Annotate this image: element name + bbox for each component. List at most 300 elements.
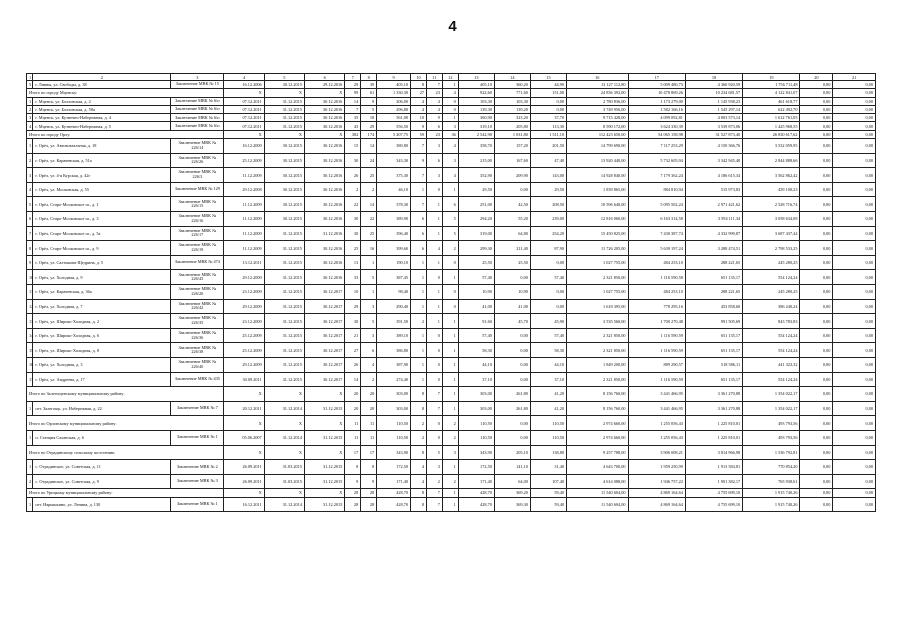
value-cell: 41,00 <box>494 299 530 314</box>
value-cell: 31 527 873,40 <box>685 130 742 138</box>
value-cell: 770 854,20 <box>743 460 800 475</box>
mvk-conclusion-cell: Заключение МВК № 1 <box>171 430 224 445</box>
value-cell: X <box>224 445 264 460</box>
value-cell: 3 532 059,95 <box>743 139 800 154</box>
value-cell: 30.12.2016 <box>305 255 345 270</box>
value-cell: 31.12.2015 <box>305 497 345 512</box>
value-cell: 5 <box>361 314 377 329</box>
value-cell: 44,90 <box>530 81 566 89</box>
value-cell: 0,00 <box>800 328 833 343</box>
value-cell: 87,90 <box>530 241 566 256</box>
value-cell: 343,90 <box>377 445 411 460</box>
value-cell: 57,40 <box>530 270 566 285</box>
table-row <box>27 241 876 256</box>
value-cell: 6 <box>411 212 427 227</box>
value-cell: X <box>264 445 304 460</box>
value-cell: 11 726 205,00 <box>567 241 629 256</box>
value-cell: 1 <box>361 285 377 300</box>
column-number-cell: 18 <box>685 74 742 81</box>
value-cell: 386,80 <box>377 343 411 358</box>
value-cell: 0 <box>426 343 442 358</box>
value-cell: X <box>264 387 304 402</box>
value-cell: 0,00 <box>494 270 530 285</box>
value-cell: 9 257 788,00 <box>567 445 629 460</box>
value-cell: 2 321 850,00 <box>567 328 629 343</box>
value-cell: 3 906 008,21 <box>628 445 685 460</box>
value-cell: 1 <box>426 255 442 270</box>
column-number-cell: 1 <box>27 74 33 81</box>
value-cell: 0,00 <box>833 416 876 431</box>
mvk-conclusion-cell: Заключение МВК № 226/16 <box>171 212 224 227</box>
mvk-conclusion-cell: Заключение МВК № 3 <box>171 474 224 489</box>
value-cell: 43 <box>345 122 361 130</box>
value-cell: 20 <box>345 401 361 416</box>
subtotal-label-cell: Итого по городу Орлу: <box>27 130 224 138</box>
value-cell: 0,00 <box>800 497 833 512</box>
value-cell: 1 <box>442 314 458 329</box>
value-cell: 211,40 <box>494 241 530 256</box>
value-cell: 57,40 <box>458 328 494 343</box>
value-cell: 26.09.2011 <box>224 474 264 489</box>
value-cell: 771,60 <box>494 89 530 97</box>
value-cell: 9 <box>411 122 427 130</box>
value-cell: 0,00 <box>833 489 876 497</box>
value-cell: 0,00 <box>800 343 833 358</box>
value-cell: 10 234 681,57 <box>685 89 742 97</box>
address-cell: г. Орёл, Старо-Московское ш., д. 5а <box>33 226 171 241</box>
value-cell: 4 332 999,87 <box>685 226 742 241</box>
table-row <box>27 460 876 475</box>
column-number-cell: 9 <box>377 74 411 81</box>
row-number-cell: 1 <box>27 460 33 475</box>
value-cell: 14 928 840,00 <box>567 168 629 183</box>
value-cell: 10,90 <box>494 285 530 300</box>
mvk-conclusion-cell: Заключение МВК № 15 <box>171 81 224 89</box>
address-cell: г. Мценск, ул. Болховская, д. 58а <box>33 105 171 113</box>
value-cell: 0 <box>426 328 442 343</box>
value-cell: 11.12.2009 <box>224 241 264 256</box>
housing-relocation-table <box>26 73 876 512</box>
value-cell: 2 <box>411 430 427 445</box>
value-cell: 11.12.2009 <box>224 168 264 183</box>
value-cell: 0 <box>426 416 442 431</box>
value-cell: 405,10 <box>377 81 411 89</box>
value-cell: 31.12.2015 <box>264 241 304 256</box>
value-cell: 31.12.2015 <box>264 357 304 372</box>
value-cell: 0,00 <box>833 328 876 343</box>
value-cell: 39 <box>361 81 377 89</box>
value-cell: 35 <box>345 114 361 122</box>
value-cell: 1 <box>426 212 442 227</box>
value-cell: 12 816 060,00 <box>567 212 629 227</box>
value-cell: 296,80 <box>377 105 411 113</box>
value-cell: 172,50 <box>458 460 494 475</box>
table-row <box>27 401 876 416</box>
value-cell: 3 <box>442 445 458 460</box>
value-cell: 2 974 660,00 <box>567 430 629 445</box>
value-cell: 30.12.2015 <box>264 168 304 183</box>
value-cell: 1 116 590,59 <box>628 328 685 343</box>
value-cell: 0,00 <box>800 474 833 489</box>
value-cell: 2 <box>345 182 361 197</box>
value-cell: 9 <box>345 474 361 489</box>
value-cell: 1 255 056,43 <box>628 430 685 445</box>
value-cell: 14 <box>361 139 377 154</box>
value-cell: 30 <box>345 314 361 329</box>
address-cell: г. Мценск, ул. Кузнечно-Набережная, д. 4 <box>33 114 171 122</box>
address-cell: г. Орёл, ул. Салтыкова-Щедрина, д. 5 <box>33 255 171 270</box>
value-cell: 0,00 <box>494 357 530 372</box>
value-cell: 2 528 716,74 <box>743 197 800 212</box>
value-cell: 274,40 <box>377 372 411 387</box>
value-cell: 1 <box>411 299 427 314</box>
row-number-cell: 2 <box>27 474 33 489</box>
value-cell: 251,00 <box>458 197 494 212</box>
value-cell: 651 135,17 <box>685 270 742 285</box>
value-cell: 58,30 <box>530 343 566 358</box>
value-cell: 23 <box>426 130 442 138</box>
value-cell: 8 156 760,00 <box>567 401 629 416</box>
value-cell: 215,00 <box>458 153 494 168</box>
value-cell: 25.12.2009 <box>224 343 264 358</box>
value-cell: 0 <box>426 270 442 285</box>
value-cell: 151,00 <box>530 89 566 97</box>
value-cell: 343,30 <box>377 153 411 168</box>
value-cell: 1 116 590,59 <box>628 372 685 387</box>
value-cell: 2 <box>361 372 377 387</box>
value-cell: 0,00 <box>800 97 833 105</box>
value-cell: 0 <box>442 285 458 300</box>
value-cell: 1 <box>411 182 427 197</box>
value-cell: 30.12.2016 <box>305 182 345 197</box>
value-cell: 4 643 700,00 <box>567 460 629 475</box>
value-cell: 07.12.2011 <box>224 114 264 122</box>
value-cell: 428,70 <box>377 497 411 512</box>
value-cell: 4 869 164,64 <box>628 497 685 512</box>
mvk-conclusion-cell: Заключение МВК № 226/43 <box>171 270 224 285</box>
value-cell: 7 <box>411 139 427 154</box>
value-cell: 2 <box>411 416 427 431</box>
value-cell: 0 <box>442 255 458 270</box>
address-cell: с. Отрадинское, ул. Советская, д. 11 <box>33 460 171 475</box>
value-cell: 1 901 382,17 <box>685 474 742 489</box>
value-cell: 98,40 <box>377 285 411 300</box>
value-cell: 389,90 <box>377 212 411 227</box>
value-cell: 3 361 270,88 <box>685 387 742 402</box>
value-cell: 5 732 605,94 <box>628 153 685 168</box>
value-cell: 554 124,24 <box>743 372 800 387</box>
value-cell: 4 755 699,10 <box>685 497 742 512</box>
value-cell: 61 <box>361 89 377 97</box>
column-number-cell: 4 <box>224 74 264 81</box>
value-cell: 0,00 <box>800 270 833 285</box>
value-cell: 33 <box>345 270 361 285</box>
row-number-cell: 13 <box>27 314 33 329</box>
value-cell: 2 <box>411 314 427 329</box>
value-cell: 3 814 966,98 <box>685 445 742 460</box>
value-cell: 1 618 395,00 <box>567 299 629 314</box>
value-cell: 4 <box>426 97 442 105</box>
value-cell: 303,00 <box>458 387 494 402</box>
value-cell: 30.12.2017 <box>305 314 345 329</box>
value-cell: 0,00 <box>800 460 833 475</box>
value-cell: 428,70 <box>458 489 494 497</box>
value-cell: 765 938,61 <box>743 474 800 489</box>
value-cell: 1 255 056,43 <box>628 416 685 431</box>
table-row <box>27 97 876 105</box>
value-cell: 64,80 <box>494 226 530 241</box>
value-cell: 0,00 <box>800 122 833 130</box>
value-cell: 2 844 888,66 <box>743 153 800 168</box>
value-cell: 59,40 <box>530 489 566 497</box>
address-cell: г. Орёл, Старо-Московское ш., д. 9 <box>33 241 171 256</box>
value-cell: 1 700 270,48 <box>628 314 685 329</box>
value-cell: 7 <box>411 168 427 183</box>
value-cell: 0,00 <box>833 401 876 416</box>
value-cell: 172,50 <box>377 460 411 475</box>
value-cell: 2 <box>442 474 458 489</box>
value-cell: 2 321 850,00 <box>567 372 629 387</box>
value-cell: 30.12.2016 <box>305 105 345 113</box>
value-cell: 30.12.2017 <box>305 299 345 314</box>
value-cell: 36 <box>442 130 458 138</box>
value-cell: 0,00 <box>800 105 833 113</box>
value-cell: 11 <box>345 416 361 431</box>
value-cell: 24 836 392,00 <box>567 89 629 97</box>
mvk-conclusion-cell: Заключение МВК № 435 <box>171 372 224 387</box>
value-cell: 28 <box>361 497 377 512</box>
value-cell: 30.12.2017 <box>305 357 345 372</box>
value-cell: 8 <box>411 81 427 89</box>
value-cell: 358,70 <box>458 139 494 154</box>
mvk-conclusion-cell: Заключение МВК № 2 <box>171 460 224 475</box>
value-cell: 13 920 440,00 <box>567 153 629 168</box>
value-cell: 3 058 634,08 <box>743 212 800 227</box>
value-cell: 0,00 <box>833 105 876 113</box>
value-cell: 3 749 956,00 <box>567 105 629 113</box>
value-cell: 0,00 <box>833 226 876 241</box>
value-cell: 0,00 <box>800 285 833 300</box>
value-cell: 3 <box>361 328 377 343</box>
value-cell: 31.12.2015 <box>305 430 345 445</box>
value-cell: 303,00 <box>458 401 494 416</box>
value-cell: 1 <box>411 372 427 387</box>
value-cell: 0,00 <box>494 182 530 197</box>
value-cell: 18 <box>361 114 377 122</box>
table-row <box>27 197 876 212</box>
table-row <box>27 328 876 343</box>
value-cell: 57,40 <box>458 270 494 285</box>
value-cell: 0,00 <box>833 270 876 285</box>
value-cell: X <box>264 489 304 497</box>
value-cell: 8 <box>345 460 361 475</box>
value-cell: 1 <box>442 182 458 197</box>
value-cell: 1 <box>442 401 458 416</box>
value-cell: 30.12.2015 <box>264 197 304 212</box>
mvk-conclusion-cell: Заключение МВК № 6/п <box>171 122 224 130</box>
value-cell: 0,00 <box>833 474 876 489</box>
value-cell: 360,20 <box>494 81 530 89</box>
value-cell: 190,10 <box>377 255 411 270</box>
value-cell: 10 <box>345 285 361 300</box>
value-cell: 4 360 920,59 <box>685 81 742 89</box>
value-cell: 0,00 <box>800 416 833 431</box>
value-cell: 31.12.2015 <box>264 114 304 122</box>
value-cell: 2 321 850,00 <box>567 343 629 358</box>
value-cell: 30.09.2011 <box>224 372 264 387</box>
value-cell: 0,00 <box>833 122 876 130</box>
value-cell: 10 478 869,26 <box>628 89 685 97</box>
value-cell: 0,00 <box>800 489 833 497</box>
column-number-cell: 6 <box>305 74 345 81</box>
value-cell: 428,70 <box>377 489 411 497</box>
value-cell: 0 <box>442 105 458 113</box>
value-cell: 1 915 740,26 <box>743 497 800 512</box>
value-cell: 0,00 <box>800 241 833 256</box>
value-cell: 0,00 <box>800 81 833 89</box>
value-cell: 110,50 <box>458 430 494 445</box>
value-cell: 2 <box>442 416 458 431</box>
value-cell: 556,50 <box>377 122 411 130</box>
value-cell: 30.12.2016 <box>305 122 345 130</box>
value-cell: 8 <box>411 445 427 460</box>
row-number-cell: 3 <box>27 168 33 183</box>
value-cell: 303,00 <box>377 401 411 416</box>
value-cell: 294,20 <box>458 212 494 227</box>
subtotal-row <box>27 416 876 431</box>
value-cell: 26 <box>345 357 361 372</box>
address-cell: г. Орёл, ул. Карачевская, д. 51а <box>33 153 171 168</box>
value-cell: 3 <box>426 460 442 475</box>
value-cell: 13 <box>345 255 361 270</box>
value-cell: 0,00 <box>833 197 876 212</box>
table-body <box>27 74 876 512</box>
row-number-cell: 4 <box>27 182 33 197</box>
value-cell: 493 793,56 <box>743 416 800 431</box>
value-cell: 112 423 650,00 <box>567 130 629 138</box>
value-cell: 378,30 <box>377 197 411 212</box>
value-cell: 8 <box>411 401 427 416</box>
value-cell: 0,00 <box>833 255 876 270</box>
address-cell: г. Ливны, ул. Свободы, д. 38 <box>33 81 171 89</box>
value-cell: 1 545 297,14 <box>685 105 742 113</box>
mvk-conclusion-cell: Заключение МВК № 226/3 <box>171 168 224 183</box>
value-cell: 0,00 <box>800 255 833 270</box>
value-cell: 29.12.2008 <box>224 182 264 197</box>
value-cell: 41,00 <box>458 299 494 314</box>
page-number: 4 <box>448 18 457 35</box>
value-cell: 201,50 <box>530 139 566 154</box>
value-cell: 0,00 <box>833 314 876 329</box>
value-cell: 391,50 <box>377 314 411 329</box>
value-cell: 0,00 <box>833 387 876 402</box>
value-cell: X <box>264 89 304 97</box>
value-cell: 4 186 615,34 <box>685 168 742 183</box>
value-cell: 57,40 <box>530 328 566 343</box>
value-cell: 4 <box>411 460 427 475</box>
value-cell: 42,50 <box>494 197 530 212</box>
value-cell: 0,00 <box>833 430 876 445</box>
value-cell: 07.12.2011 <box>224 105 264 113</box>
value-cell: 0,00 <box>833 153 876 168</box>
value-cell: 453 858,60 <box>685 299 742 314</box>
value-cell: 31.12.2014 <box>264 401 304 416</box>
value-cell: 1 <box>411 255 427 270</box>
value-cell: 30.12.2017 <box>305 372 345 387</box>
value-cell: 0,00 <box>800 299 833 314</box>
value-cell: 518 586,11 <box>685 357 742 372</box>
value-cell: 0 <box>442 299 458 314</box>
value-cell: 0,00 <box>800 314 833 329</box>
value-cell: 26.09.2011 <box>224 460 264 475</box>
value-cell: 2 <box>442 241 458 256</box>
mvk-conclusion-cell: Заключение МВК № 226/15 <box>171 197 224 212</box>
value-cell: 11.12.2009 <box>224 212 264 227</box>
value-cell: 31.12.2016 <box>305 226 345 241</box>
value-cell: 31.12.2015 <box>264 285 304 300</box>
subtotal-label-cell: Итого по городу Мценску: <box>27 89 224 97</box>
value-cell: 6 <box>442 197 458 212</box>
address-cell: г. Орёл, ул. Андреева, д. 17 <box>33 372 171 387</box>
value-cell: 171,40 <box>458 474 494 489</box>
value-cell: 17 <box>345 445 361 460</box>
mvk-conclusion-cell: Заключение МВК № 226/26 <box>171 153 224 168</box>
value-cell: 1 027 755,00 <box>567 285 629 300</box>
value-cell: 0,00 <box>800 212 833 227</box>
value-cell: 208,50 <box>530 197 566 212</box>
value-cell: 29,50 <box>458 182 494 197</box>
table-row <box>27 255 876 270</box>
value-cell: 14 <box>345 372 361 387</box>
column-number-cell: 2 <box>33 74 171 81</box>
value-cell: 110,50 <box>530 430 566 445</box>
value-cell: 16.12.2011 <box>224 497 264 512</box>
value-cell: 0 <box>426 357 442 372</box>
value-cell: 58,30 <box>458 343 494 358</box>
value-cell: 0,00 <box>800 114 833 122</box>
column-number-cell: 10 <box>411 74 427 81</box>
value-cell: 16.12.2009 <box>224 139 264 154</box>
value-cell: 0 <box>426 182 442 197</box>
mvk-conclusion-cell: Заключение МВК № 226/14 <box>171 139 224 154</box>
value-cell: 30.12.2015 <box>264 212 304 227</box>
value-cell: 25.12.2009 <box>224 328 264 343</box>
value-cell: 0,00 <box>800 130 833 138</box>
value-cell: 10 596 640,00 <box>567 197 629 212</box>
value-cell: 7 <box>426 497 442 512</box>
value-cell: 07.12.2011 <box>224 122 264 130</box>
row-number-cell: 6 <box>27 212 33 227</box>
value-cell: 5 <box>361 105 377 113</box>
value-cell: 31.12.2014 <box>264 430 304 445</box>
value-cell: 209,90 <box>494 168 530 183</box>
value-cell: 4 <box>411 97 427 105</box>
table-row <box>27 105 876 113</box>
value-cell: 110,50 <box>377 416 411 431</box>
value-cell: 4 614 088,00 <box>567 474 629 489</box>
value-cell: 7 179 362,24 <box>628 168 685 183</box>
value-cell: 3 342 945,40 <box>685 153 742 168</box>
value-cell: 303,00 <box>377 387 411 402</box>
value-cell: 11.12.2009 <box>224 226 264 241</box>
row-number-cell: 5 <box>27 197 33 212</box>
address-cell: г. Орёл, ул. Московская, д. 55 <box>33 182 171 197</box>
value-cell: 1 <box>411 270 427 285</box>
address-cell: г. Орёл, Старо-Московское ш., д. 1 <box>33 197 171 212</box>
row-number-cell: 17 <box>27 372 33 387</box>
value-cell: 5 <box>426 445 442 460</box>
value-cell: 9 <box>411 153 427 168</box>
